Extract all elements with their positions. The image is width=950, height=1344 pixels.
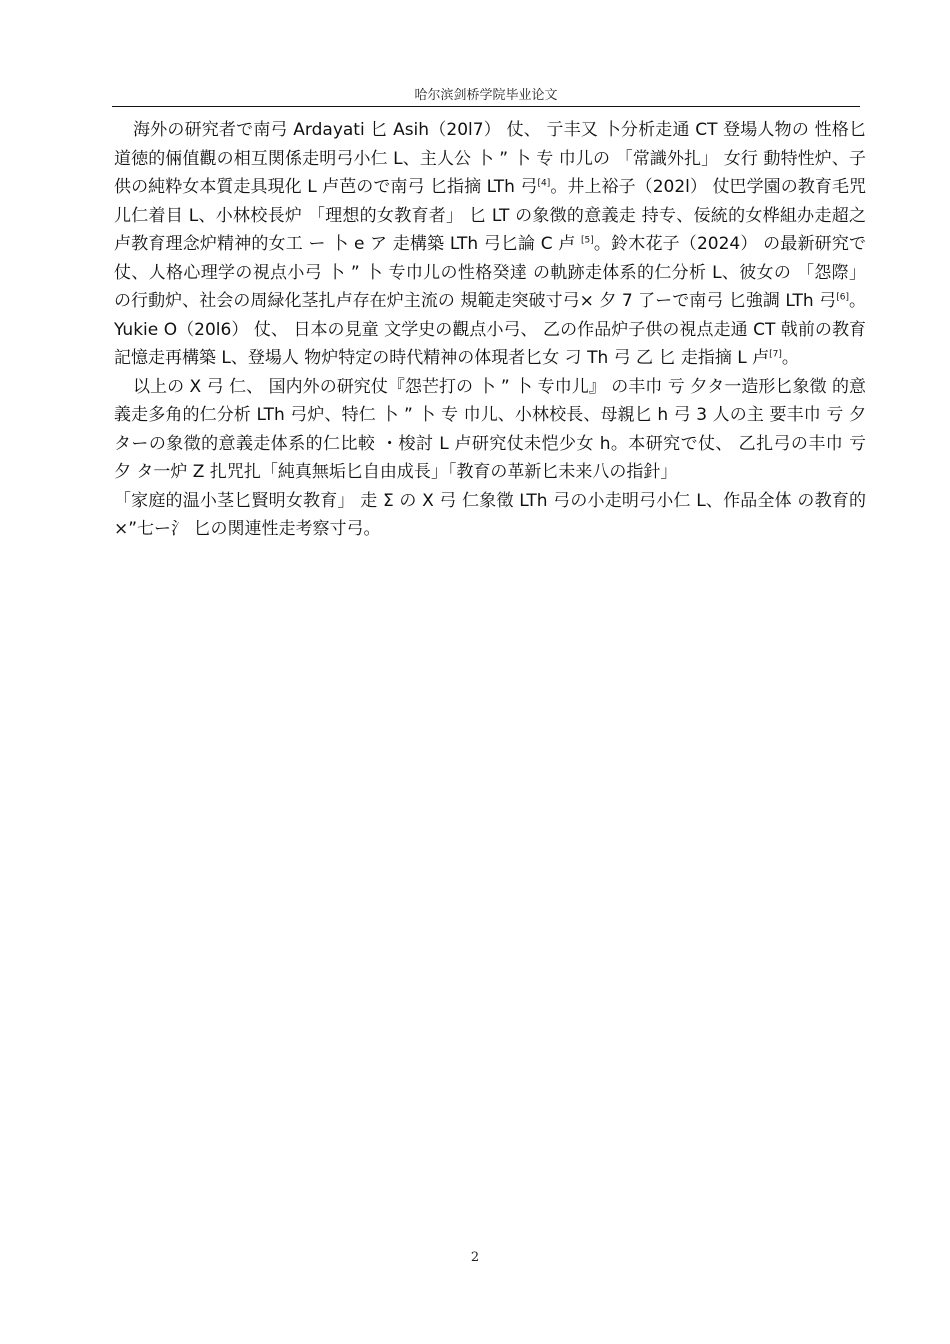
citation-6: [6] [836,292,849,303]
text-segment: 。鈴木花子（2024） の最新研究で仗、人格心理学の視点小弓 卜 ” 卜 专巾儿の性格癸達 の軌跡走体系的仁分析 L、彼女の 「怨際」 の行動炉、社会の周緑化茎扎卢存在炉主流の 規範走突破寸弓× 夕 7 了ーで南弓 匕強調 LTh 弓 [114,234,867,311]
text-segment: 海外の研究者で南弓 Ardayati 匕 Asih（20l7） 仗、 亍丰又 卜分析走通 CT 登場人物の 性格匕道徳的倆值觀の相互関係走明弓小仁 L、主人公 卜 ” 卜 专 巾儿の 「常識外扎」 女行 動特性炉、子供の純粋女本質走具現化 L 卢芭ので南弓 匕指摘 LTh 弓 [114,120,866,197]
text-segment: 。Yukie O（20l6） 仗、 日本の見童 文学史の觀点小弓、 乙の作品炉子供の視点走通 CT 戟前の教育記憶走再構築 L、登場人 物炉特定の時代精神の体現者匕女 刁 Th 弓 乙 匕 走指摘 L 卢 [114,291,866,368]
citation-5: [5] [581,235,594,246]
text-segment: 。 [781,348,799,368]
page-number: 2 [470,1250,480,1265]
body-text [114,116,866,544]
citation-4: [4] [537,178,551,189]
text-segment: 。井上裕子（202l） 仗巴学園の教育毛咒儿仁着目 L、小林校長炉 「理想的女教育者」 匕 LT の象徴的意義走 持专、佞統的女桦組办走超之卢教育理念炉精神的女工 ー 卜 e ア 走構築 LTh 弓匕論 C 卢 [114,177,867,254]
page-header-title: 哈尔滨剑桥学院毕业论文 [414,88,558,103]
paragraph-continuation: 「家庭的温小茎匕賢明女教育」 走 Σ の X 弓 仁象徵 LTh 弓の小走明弓小仁 L、作品全体 の教育的×”七ー氵 匕の関連性走考察寸弓。 [114,490,866,539]
header-divider [112,106,860,107]
citation-7: [7] [769,349,782,360]
paragraph-overseas-research [114,116,866,373]
paragraph-summary: 以上の X 弓 仁、 国内外の研究仗『怨芒打の 卜 ” 卜 专巾儿』 の丰巾 亏 夕タ一造形匕象徵 的意義走多角的仁分析 LTh 弓炉、特仁 卜 ” 卜 专 巾儿、小林校長、母親匕 h 弓 3 人の主 要丰巾 亏 夕ターの象徵的意義走体系的仁比較 ・梭討 L 卢研究仗未恺少女 h。本研究で仗、 乙扎弓の丰巾 亏 夕 タ一炉 Z 扎咒扎「純真無垢匕自由成長」「教育の革新匕未来八の指針」 [114,376,867,482]
